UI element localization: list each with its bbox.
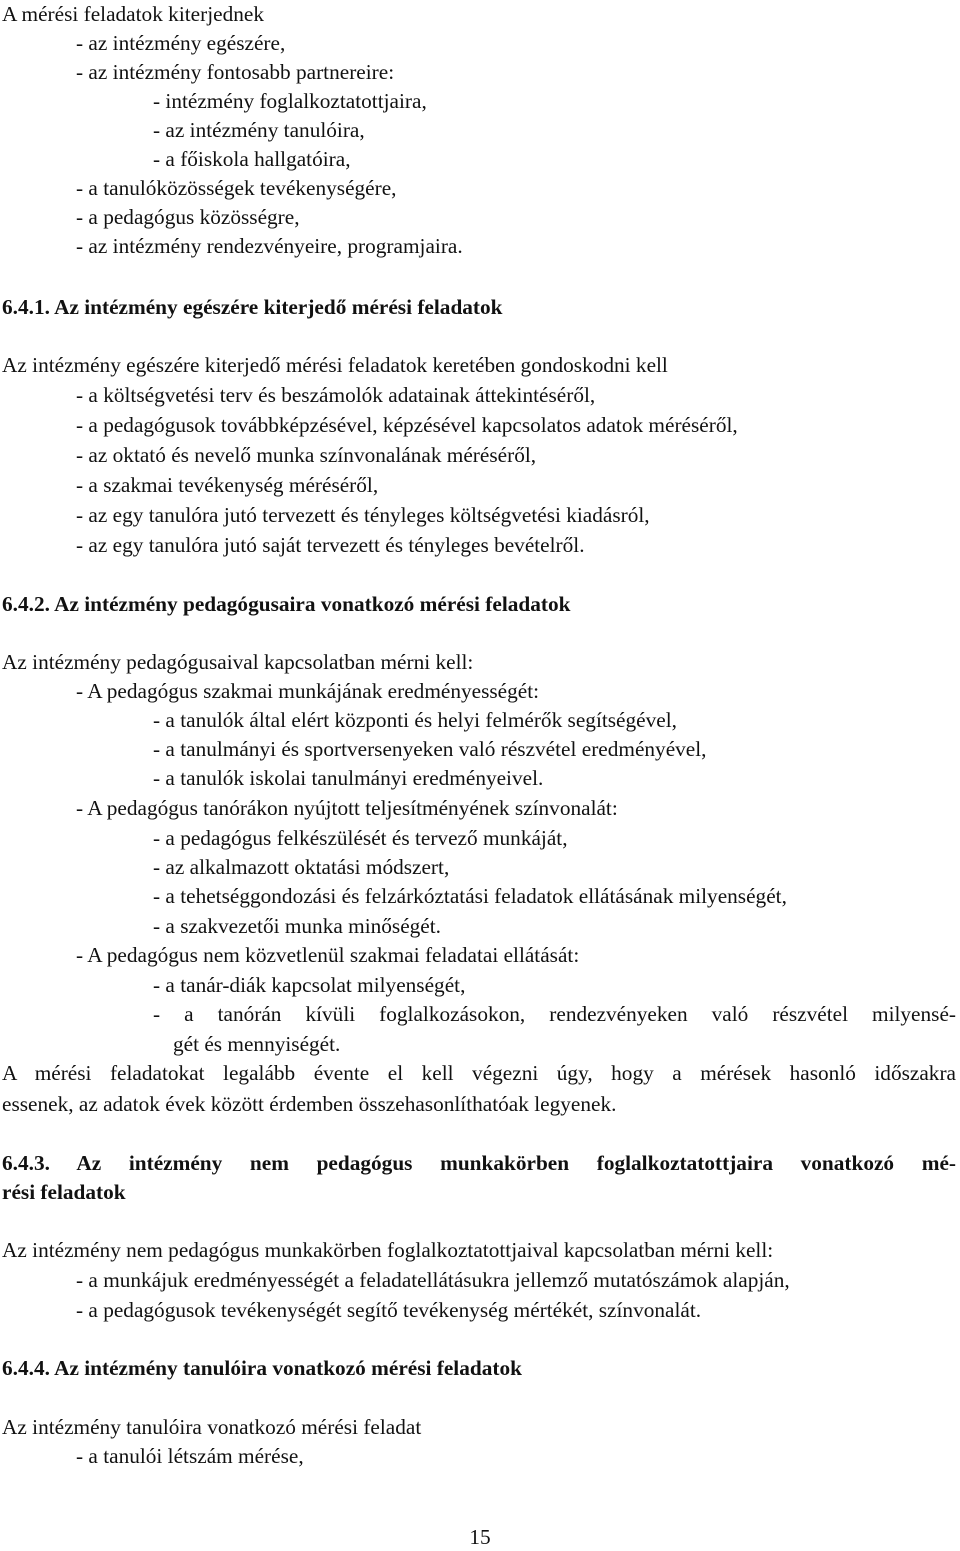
group-heading: - A pedagógus tanórákon nyújtott teljesítményének színvonalát: [76,796,618,820]
list-item: - a költségvetési terv és beszámolók adatainak áttekintéséről, [76,383,596,407]
section-heading-6-4-3: 6.4.3. Az intézmény nem pedagógus munkakörben foglalkoztatottjaira vonatkozó mé- [2,1151,956,1175]
list-item: - a tanórán kívüli foglalkozásokon, rendezvényeken való részvétel milyensé- [153,1002,956,1026]
list-item: - a szakvezetői munka minőségét. [153,914,441,938]
list-item: - az oktató és nevelő munka színvonalának méréséről, [76,443,537,467]
list-item: - az alkalmazott oktatási módszert, [153,855,450,879]
closing-paragraph: A mérési feladatokat legalább évente el kell végezni úgy, hogy a mérések hasonló időszakra [2,1061,956,1085]
list-item: - a pedagógus felkészülését és tervező munkáját, [153,826,568,850]
intro-heading: A mérési feladatok kiterjednek [2,2,264,26]
list-item: - a tanulók által elért központi és helyi felmérők segítségével, [153,708,677,732]
list-item: - a tanulóközösségek tevékenységére, [76,176,397,200]
list-item: - a tanulók iskolai tanulmányi eredményeivel. [153,766,544,790]
list-item: - az intézmény fontosabb partnereire: [76,60,395,84]
section-lead: Az intézmény pedagógusaival kapcsolatban mérni kell: [2,650,474,674]
list-item: - az intézmény egészére, [76,31,286,55]
list-item: - a szakmai tevékenység méréséről, [76,473,379,497]
list-item: - a tehetséggondozási és felzárkóztatási feladatok ellátásának milyenségét, [153,884,787,908]
list-item-continuation: gét és mennyiségét. [173,1032,341,1056]
list-item: - a tanulói létszám mérése, [76,1444,304,1468]
list-item: - a pedagógus közösségre, [76,205,300,229]
section-heading-6-4-2: 6.4.2. Az intézmény pedagógusaira vonatkozó mérési feladatok [2,592,571,616]
list-item: - intézmény foglalkoztatottjaira, [153,89,427,113]
list-item: - az egy tanulóra jutó tervezett és tényleges költségvetési kiadásról, [76,503,650,527]
list-item: - a pedagógusok továbbképzésével, képzésével kapcsolatos adatok méréséről, [76,413,738,437]
section-lead: Az intézmény egészére kiterjedő mérési feladatok keretében gondoskodni kell [2,353,668,377]
section-heading-6-4-1: 6.4.1. Az intézmény egészére kiterjedő mérési feladatok [2,295,503,319]
group-heading: - A pedagógus nem közvetlenül szakmai feladatai ellátását: [76,943,580,967]
list-item: - az intézmény rendezvényeire, programjaira. [76,234,463,258]
section-heading-6-4-4: 6.4.4. Az intézmény tanulóira vonatkozó mérési feladatok [2,1356,522,1380]
list-item: - a tanár-diák kapcsolat milyenségét, [153,973,466,997]
section-heading-6-4-3-cont: rési feladatok [2,1180,126,1204]
page-number: 15 [469,1525,491,1549]
list-item: - a munkájuk eredményességét a feladatellátásukra jellemző mutatószámok alapján, [76,1268,790,1292]
section-lead: Az intézmény nem pedagógus munkakörben foglalkoztatottjaival kapcsolatban mérni kell: [2,1238,774,1262]
list-item: - az intézmény tanulóira, [153,118,365,142]
list-item: - a pedagógusok tevékenységét segítő tevékenység mértékét, színvonalát. [76,1298,702,1322]
closing-paragraph-cont: essenek, az adatok évek között érdemben összehasonlíthatóak legyenek. [2,1092,617,1116]
list-item: - a tanulmányi és sportversenyeken való részvétel eredményével, [153,737,707,761]
list-item: - az egy tanulóra jutó saját tervezett és tényleges bevételről. [76,533,585,557]
group-heading: - A pedagógus szakmai munkájának eredményességét: [76,679,540,703]
list-item: - a főiskola hallgatóira, [153,147,351,171]
section-lead: Az intézmény tanulóira vonatkozó mérési feladat [2,1415,422,1439]
